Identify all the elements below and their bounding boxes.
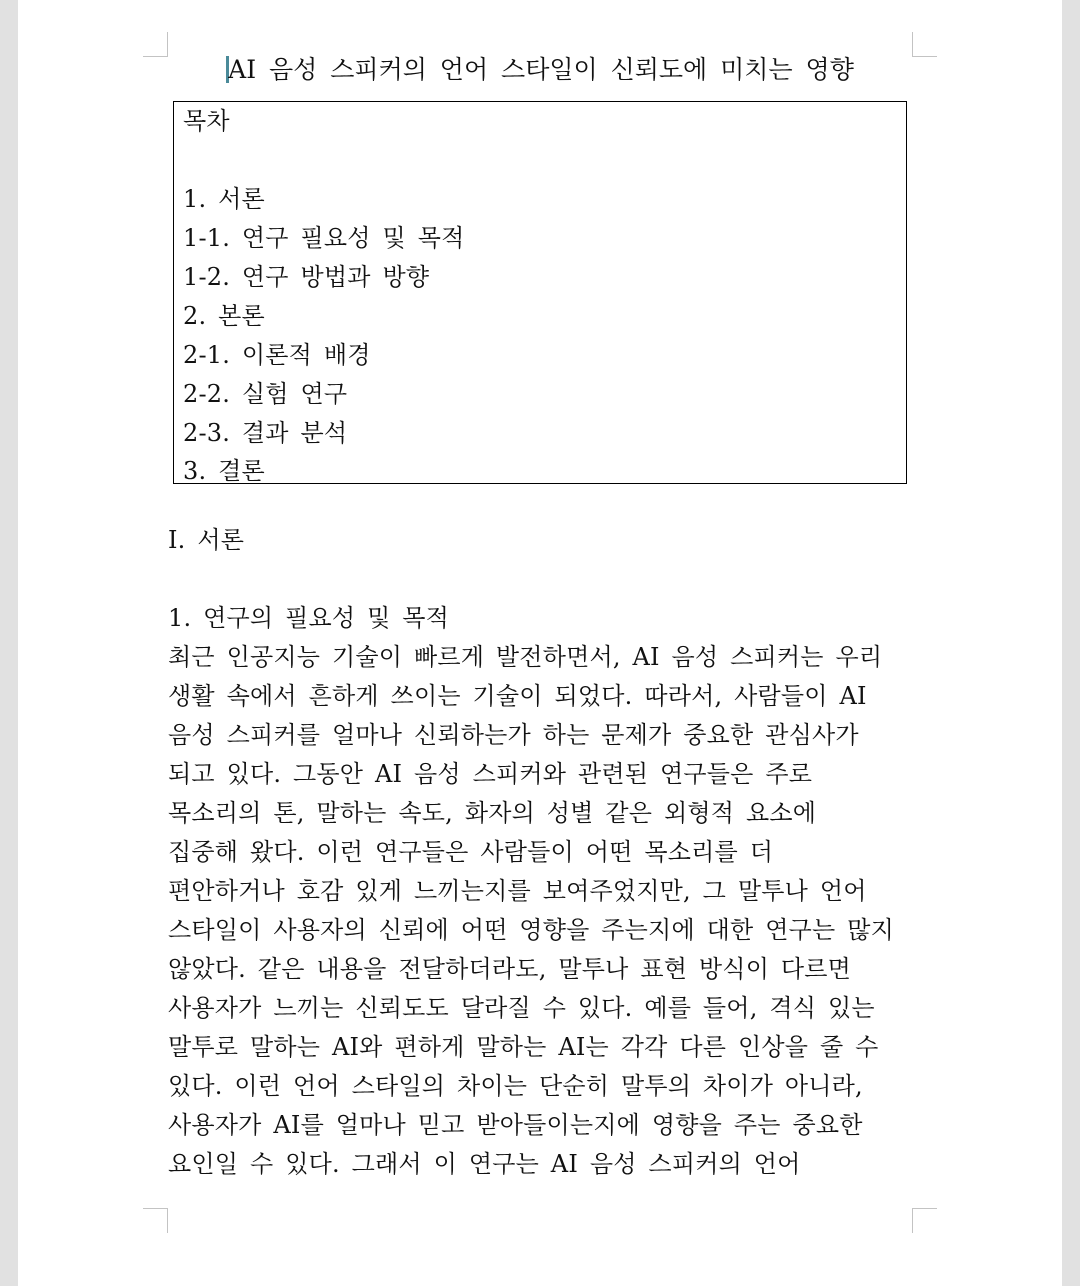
toc-item: 1-2. 연구 방법과 방향: [183, 263, 430, 291]
body-text-line: 스타일이 사용자의 신뢰에 어떤 영향을 주는지에 대한 연구는 많지: [168, 916, 894, 944]
toc-item: 2-3. 결과 분석: [183, 419, 348, 447]
body-text-line: 생활 속에서 흔하게 쓰이는 기술이 되었다. 따라서, 사람들이 AI: [168, 682, 867, 710]
body-text-line: 음성 스피커를 얼마나 신뢰하는가 하는 문제가 중요한 관심사가: [168, 721, 859, 749]
body-text-line: 말투로 말하는 AI와 편하게 말하는 AI는 각각 다른 인상을 줄 수: [168, 1033, 879, 1061]
body-text-line: 요인일 수 있다. 그래서 이 연구는 AI 음성 스피커의 언어: [168, 1150, 801, 1178]
toc-item: 1. 서론: [183, 185, 265, 213]
toc-heading: 목차: [183, 107, 230, 135]
body-text-line: 집중해 왔다. 이런 연구들은 사람들이 어떤 목소리를 더: [168, 838, 774, 866]
body-text-line: 목소리의 톤, 말하는 속도, 화자의 성별 같은 외형적 요소에: [168, 799, 817, 827]
margin-corner-mark-bottom-left: [143, 1208, 168, 1233]
document-title-line[interactable]: [18, 50, 1062, 89]
toc-item: 1-1. 연구 필요성 및 목적: [183, 224, 465, 252]
body-text-line: 사용자가 느끼는 신뢰도도 달라질 수 있다. 예를 들어, 격식 있는: [168, 994, 875, 1022]
toc-item: 3. 결론: [183, 457, 265, 485]
body-text-line: 사용자가 AI를 얼마나 믿고 받아들이는지에 영향을 주는 중요한: [168, 1111, 863, 1139]
body-text-line: 되고 있다. 그동안 AI 음성 스피커와 관련된 연구들은 주로: [168, 760, 813, 788]
table-of-contents-box[interactable]: [173, 101, 907, 484]
body-text-line: 않았다. 같은 내용을 전달하더라도, 말투나 표현 방식이 다르면: [168, 955, 852, 983]
document-title: AI 음성 스피커의 언어 스타일이 신뢰도에 미치는 영향: [228, 55, 854, 84]
toc-item: 2-2. 실험 연구: [183, 380, 348, 408]
margin-corner-mark-bottom-right: [912, 1208, 937, 1233]
body-text-line: 있다. 이런 언어 스타일의 차이는 단순히 말투의 차이가 아니라,: [168, 1072, 863, 1100]
section-heading: I. 서론: [168, 526, 245, 554]
toc-item: 2. 본론: [183, 302, 265, 330]
document-page[interactable]: [18, 0, 1062, 1286]
toc-item: 2-1. 이론적 배경: [183, 341, 371, 369]
body-text-line: 최근 인공지능 기술이 빠르게 발전하면서, AI 음성 스피커는 우리: [168, 643, 883, 671]
body-text-line: 편안하거나 호감 있게 느끼는지를 보여주었지만, 그 말투나 언어: [168, 877, 867, 905]
subsection-heading: 1. 연구의 필요성 및 목적: [168, 604, 450, 632]
